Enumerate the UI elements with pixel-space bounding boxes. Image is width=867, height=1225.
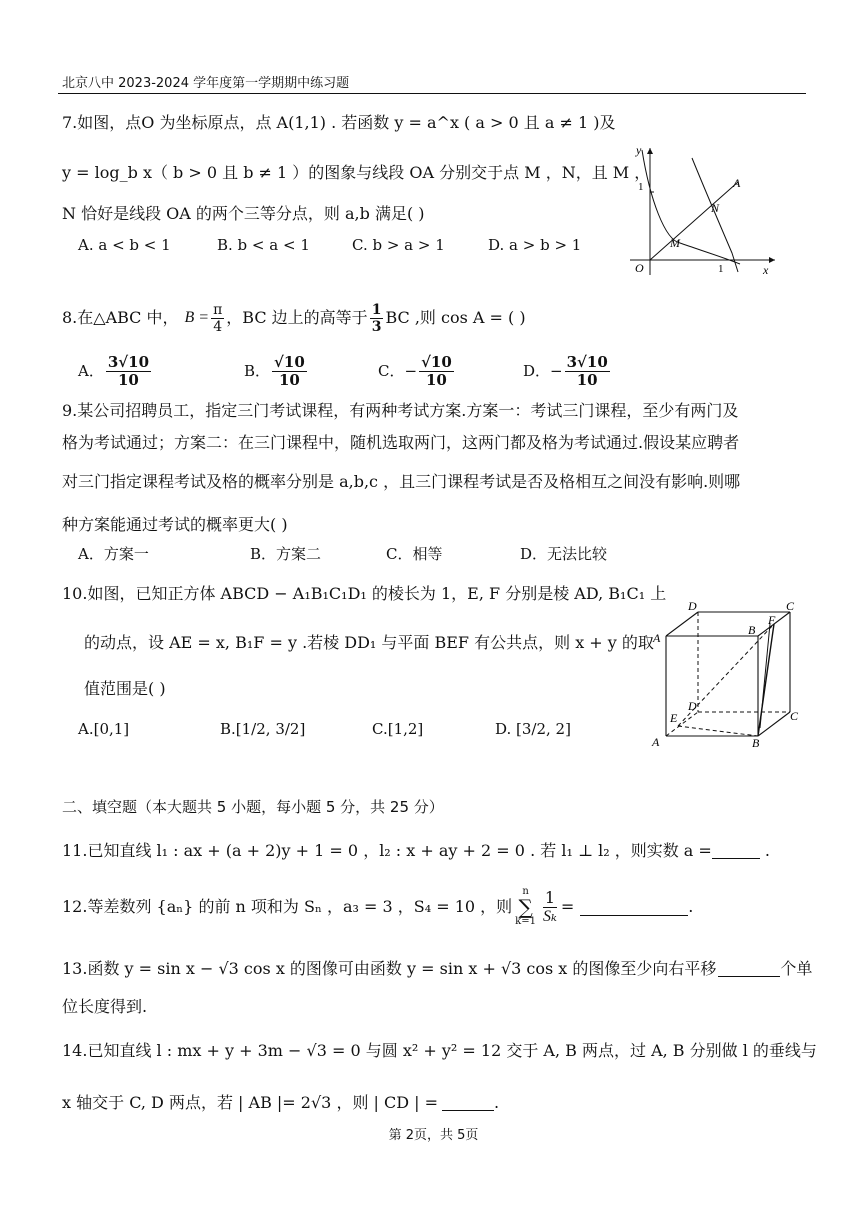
page-header: 北京八中 2023-2024 学年度第一学期期中练习题 <box>62 76 350 91</box>
q13-line2: 位长度得到. <box>62 997 148 1016</box>
q8-option-d-sign: − <box>550 362 563 380</box>
q8-option-a-fraction <box>106 352 151 389</box>
q12-fraction <box>541 887 559 925</box>
q8-b-num: π <box>213 301 223 318</box>
q14-answer-blank <box>442 1094 494 1111</box>
q12-end: . <box>688 897 694 916</box>
q9-line1: 9.某公司招聘员工，指定三门考试课程，有两种考试方案.方案一：考试三门课程，至少有两门及 <box>62 401 739 420</box>
q8-option-a-den: 10 <box>117 370 139 389</box>
q14-end: . <box>494 1093 500 1112</box>
q14-text: x 轴交于 C, D 两点，若 | AB |= 2√3 ，则 | CD | = <box>62 1093 439 1112</box>
q8-option-c-den: 10 <box>425 370 447 389</box>
q8-option-c-sign: − <box>404 362 418 380</box>
q12-tail: = <box>560 897 575 916</box>
q11-answer-blank <box>712 842 760 859</box>
q9-line3: 对三门指定课程考试及格的概率分别是 a,b,c ，且三门课程考试是否及格相互之间没有影响.则哪 <box>62 472 741 491</box>
q8-option-d-den: 10 <box>576 370 598 389</box>
q7-fig-m-label: M <box>670 236 680 250</box>
q7-fig-n-label: N <box>711 201 720 215</box>
q10-fig-d-label: D <box>688 699 697 713</box>
q8-option-c-num: √10 <box>421 352 452 371</box>
q7-option-d: D. a > b > 1 <box>488 236 582 254</box>
q8-middle: ，BC 边上的高等于 <box>226 308 368 327</box>
q11-text: 11.已知直线 l₁ : ax + (a + 2)y + 1 = 0 ，l₂ : x + ay + 2 = 0 . 若 l₁ ⊥ l₂ ，则实数 a = <box>62 841 712 860</box>
q8-option-a-label: A． <box>78 362 104 380</box>
q12-summation <box>515 887 536 927</box>
q10-option-c: C.[1,2] <box>372 720 424 738</box>
q7-fig-x-label: x <box>763 263 769 277</box>
q8-h-den: 3 <box>371 318 382 335</box>
q10-cube-figure <box>648 598 808 750</box>
q13-text: 13.函数 y = sin x − √3 cos x 的图像可由函数 y = sin x + √3 cos x 的图像至少向右平移 <box>62 959 717 978</box>
q7-line2: y = log_b x（ b > 0 且 b ≠ 1 ）的图象与线段 OA 分别交于点 M ，N，且 M ， <box>62 163 651 182</box>
q10-fig-a-label: A <box>652 735 660 749</box>
q12-frac-den: Sₖ <box>542 907 557 925</box>
q7-option-a: A. a < b < 1 <box>78 236 171 254</box>
q8-option-d-fraction <box>565 352 610 389</box>
q12-text: 12.等差数列 {aₙ} 的前 n 项和为 Sₙ ，a₃ = 3 ，S₄ = 10 ，则 <box>62 897 513 916</box>
page-footer: 第 2页，共 5页 <box>388 1128 479 1143</box>
q8-option-b-label: B． <box>244 362 271 380</box>
q8-option-b <box>244 348 309 394</box>
q10-fig-b1-label: B <box>748 623 756 637</box>
q9-option-a: A．方案一 <box>78 545 149 563</box>
q10-line2: 的动点，设 AE = x, B₁F = y .若棱 DD₁ 与平面 BEF 有公共点，则 x + y 的取 <box>84 633 654 652</box>
q13-line1 <box>62 958 812 980</box>
section-2-title: 二、填空题（本大题共 5 小题，每小题 5 分，共 25 分） <box>62 798 444 816</box>
q7-fig-a-label: A <box>733 176 741 190</box>
q10-option-b: B.[1/2, 3/2] <box>220 720 306 738</box>
q8-option-c-fraction <box>419 352 454 389</box>
q12-answer-blank <box>580 899 688 916</box>
q8-option-c-label: C． <box>378 362 405 380</box>
q12-sum-bottom: k=1 <box>515 916 536 927</box>
header-divider <box>58 93 806 94</box>
q14-line2 <box>62 1092 499 1114</box>
q10-fig-c-label: C <box>790 709 799 723</box>
q8-b-den: 4 <box>213 318 223 335</box>
q9-option-c: C．相等 <box>386 545 443 563</box>
q8-option-a-num: 3√10 <box>107 352 150 371</box>
q12-sigma-symbol: ∑ <box>518 895 533 919</box>
q7-fig-origin-label: O <box>635 261 644 275</box>
q8-b-fraction <box>211 303 224 334</box>
q8-option-d-num: 3√10 <box>566 352 608 371</box>
q11-tail: . <box>759 841 770 860</box>
q8-option-a <box>78 348 153 394</box>
q10-option-d: D. [3/2, 2] <box>495 720 571 738</box>
q10-fig-f-label: F <box>768 613 776 627</box>
q11-stem <box>62 840 770 862</box>
q10-line3: 值范围是( ) <box>84 679 166 698</box>
q10-fig-c1-label: C <box>786 599 795 613</box>
q7-fig-one-y-label: 1 <box>638 181 644 193</box>
q7-option-b: B. b < a < 1 <box>217 236 310 254</box>
q10-line1: 10.如图，已知正方体 ABCD − A₁B₁C₁D₁ 的棱长为 1，E, F 分别是棱 AD, B₁C₁ 上 <box>62 584 667 603</box>
q8-option-d-label: D． <box>523 362 551 380</box>
q8-h-fraction <box>370 303 384 334</box>
q10-fig-e-label: E <box>670 711 678 725</box>
q8-stem <box>62 298 526 338</box>
q14-line1: 14.已知直线 l : mx + y + 3m − √3 = 0 与圆 x² + y² = 12 交于 A, B 两点，过 A, B 分别做 l 的垂线与 <box>62 1041 817 1060</box>
q7-fig-y-label: y <box>636 143 642 157</box>
q9-option-b: B．方案二 <box>250 545 322 563</box>
q7-line1: 7.如图，点O 为坐标原点，点 A(1,1) . 若函数 y = a^x ( a > 0 且 a ≠ 1 )及 <box>62 113 616 132</box>
q8-b-label: B = <box>184 309 210 326</box>
q10-option-a: A.[0,1] <box>78 720 130 738</box>
q13-answer-blank <box>718 960 780 977</box>
q7-function-graph <box>620 140 780 280</box>
q7-fig-one-x-label: 1 <box>718 263 724 275</box>
q12-sum-top: n <box>522 886 529 897</box>
q8-option-d <box>523 348 612 394</box>
q10-fig-b-label: B <box>752 736 760 750</box>
q10-fig-a1-label: A <box>653 631 661 645</box>
q7-line3: N 恰好是线段 OA 的两个三等分点，则 a,b 满足( ) <box>62 204 425 223</box>
q10-fig-d1-label: D <box>688 599 697 613</box>
q12-frac-num: 1 <box>544 887 555 907</box>
q8-option-c <box>378 348 456 394</box>
q8-h-num: 1 <box>371 301 382 318</box>
q7-option-c: C. b > a > 1 <box>352 236 445 254</box>
q9-line4: 种方案能通过考试的概率更大( ) <box>62 515 288 534</box>
q8-prefix: 8.在△ABC 中， <box>62 308 179 327</box>
q9-line2: 格为考试通过；方案二：在三门课程中，随机选取两门，这两门都及格为考试通过.假设某应聘者 <box>62 433 740 452</box>
q8-option-b-num: √10 <box>274 352 305 371</box>
q13-tail: 个单 <box>780 959 813 978</box>
q8-option-b-den: 10 <box>278 370 300 389</box>
q8-option-b-fraction <box>272 352 307 389</box>
q12-stem <box>62 882 693 932</box>
q8-suffix: BC ,则 cos A = ( ) <box>385 308 526 327</box>
q9-option-d: D．无法比较 <box>520 545 608 563</box>
